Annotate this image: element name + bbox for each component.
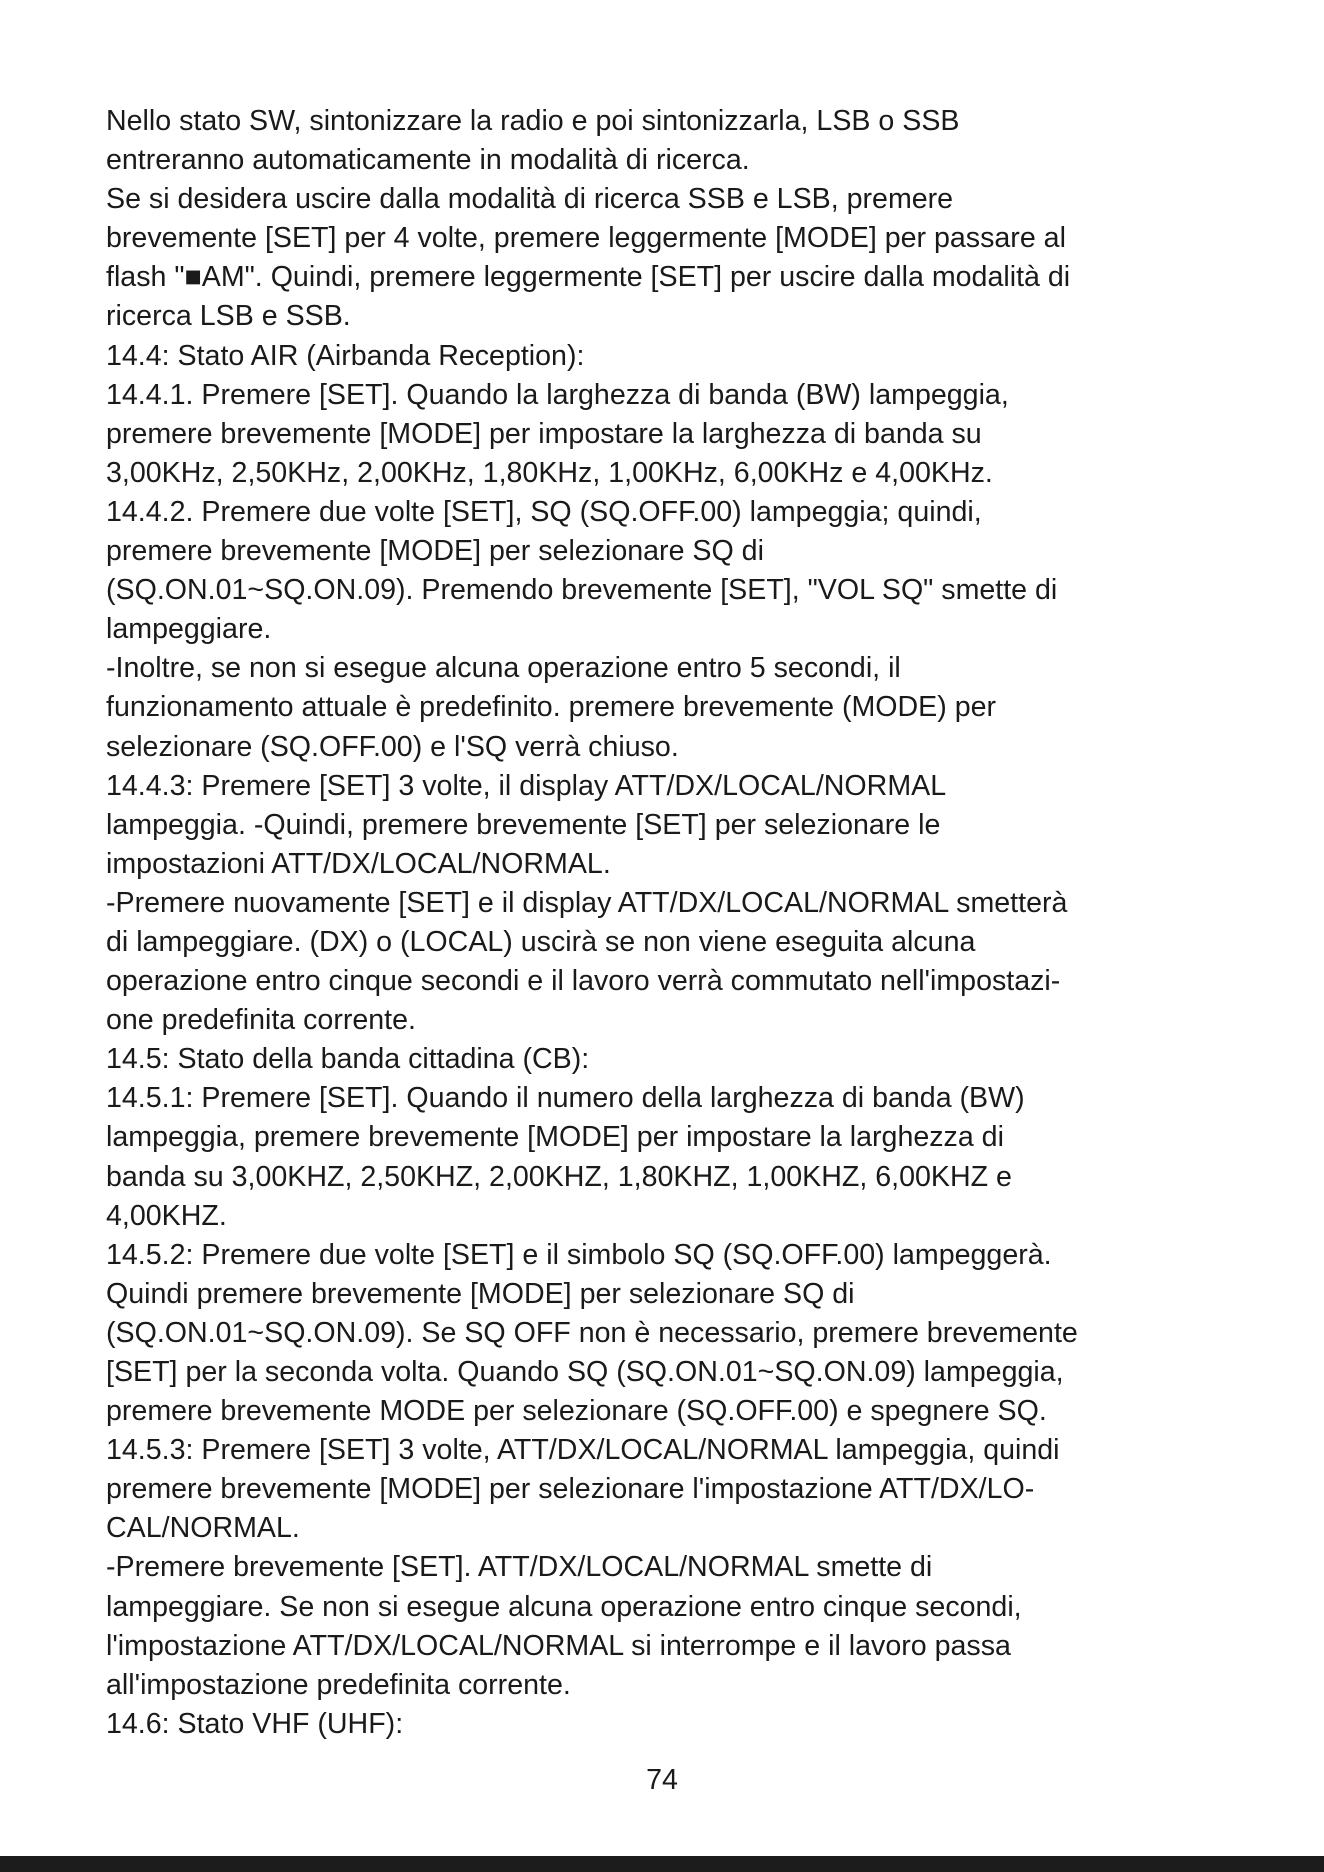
- text-line: lampeggiare.: [106, 613, 272, 646]
- text-line: brevemente [SET] per 4 volte, premere leggermente [MODE] per passare al: [106, 222, 1066, 255]
- text-line: 3,00KHz, 2,50KHz, 2,00KHz, 1,80KHz, 1,00KHz, 6,00KHz e 4,00KHz.: [106, 456, 993, 489]
- text-line: 14.5.3: Premere [SET] 3 volte, ATT/DX/LOCAL/NORMAL lampeggia, quindi: [106, 1434, 1060, 1467]
- text-line: 14.5.2: Premere due volte [SET] e il simbolo SQ (SQ.OFF.00) lampeggerà.: [106, 1238, 1052, 1271]
- text-line: Quindi premere brevemente [MODE] per selezionare SQ di: [106, 1277, 855, 1310]
- text-line: all'impostazione predefinita corrente.: [106, 1668, 571, 1701]
- text-line: premere brevemente [MODE] per selezionare l'impostazione ATT/DX/LO-: [106, 1473, 1035, 1506]
- text-line: impostazioni ATT/DX/LOCAL/NORMAL.: [106, 847, 611, 880]
- text-line: lampeggiare. Se non si esegue alcuna operazione entro cinque secondi,: [106, 1590, 1022, 1623]
- text-line: one predefinita corrente.: [106, 1004, 416, 1037]
- section-heading: 14.4: Stato AIR (Airbanda Reception):: [106, 339, 585, 372]
- text-line: flash "■AM". Quindi, premere leggermente [SET] per uscire dalla modalità di: [106, 261, 1071, 294]
- text-line: operazione entro cinque secondi e il lavoro verrà commutato nell'impostazi-: [106, 965, 1061, 998]
- text-line: Nello stato SW, sintonizzare la radio e poi sintonizzarla, LSB o SSB: [106, 105, 960, 137]
- text-line: 14.4.2. Premere due volte [SET], SQ (SQ.OFF.00) lampeggia; quindi,: [106, 495, 982, 528]
- text-line: Se si desidera uscire dalla modalità di ricerca SSB e LSB, premere: [106, 183, 954, 216]
- text-line: [SET] per la seconda volta. Quando SQ (SQ.ON.01~SQ.ON.09) lampeggia,: [106, 1356, 1064, 1388]
- text-line: -Premere brevemente [SET]. ATT/DX/LOCAL/NORMAL smette di: [106, 1551, 933, 1584]
- text-line: 14.4.3: Premere [SET] 3 volte, il display ATT/DX/LOCAL/NORMAL: [106, 769, 947, 802]
- text-line: entreranno automaticamente in modalità di ricerca.: [106, 144, 750, 177]
- text-line: premere brevemente [MODE] per selezionare SQ di: [106, 535, 764, 568]
- text-line: lampeggia. -Quindi, premere brevemente [SET] per selezionare le: [106, 808, 941, 841]
- text-line: 4,00KHZ.: [106, 1199, 227, 1232]
- text-line: banda su 3,00KHZ, 2,50KHZ, 2,00KHZ, 1,80KHZ, 1,00KHZ, 6,00KHZ e: [106, 1160, 1012, 1193]
- text-line: -Premere nuovamente [SET] e il display ATT/DX/LOCAL/NORMAL smetterà: [106, 886, 1068, 919]
- section-heading: 14.6: Stato VHF (UHF):: [106, 1707, 404, 1740]
- text-line: CAL/NORMAL.: [106, 1512, 300, 1545]
- text-line: 14.4.1. Premere [SET]. Quando la larghezza di banda (BW) lampeggia,: [106, 378, 1009, 411]
- text-line: selezionare (SQ.OFF.00) e l'SQ verrà chiuso.: [106, 730, 679, 763]
- body-text: [106, 102, 1236, 1744]
- text-line: -Inoltre, se non si esegue alcuna operazione entro 5 secondi, il: [106, 652, 901, 685]
- text-line: premere brevemente [MODE] per impostare la larghezza di banda su: [106, 417, 982, 450]
- text-line: funzionamento attuale è predefinito. premere brevemente (MODE) per: [106, 691, 997, 724]
- section-heading: 14.5: Stato della banda cittadina (CB):: [106, 1043, 590, 1076]
- page-number: 74: [646, 1764, 678, 1796]
- text-line: (SQ.ON.01~SQ.ON.09). Premendo brevemente [SET], "VOL SQ" smette di: [106, 574, 1058, 607]
- text-line: l'impostazione ATT/DX/LOCAL/NORMAL si interrompe e il lavoro passa: [106, 1629, 1011, 1662]
- bottom-edge-bar: [0, 1856, 1324, 1872]
- text-line: ricerca LSB e SSB.: [106, 300, 351, 333]
- text-line: lampeggia, premere brevemente [MODE] per impostare la larghezza di: [106, 1121, 1004, 1154]
- text-line: 14.5.1: Premere [SET]. Quando il numero della larghezza di banda (BW): [106, 1082, 1025, 1115]
- text-line: di lampeggiare. (DX) o (LOCAL) uscirà se non viene eseguita alcuna: [106, 925, 976, 958]
- text-line: (SQ.ON.01~SQ.ON.09). Se SQ OFF non è necessario, premere brevemente: [106, 1316, 1078, 1349]
- text-line: premere brevemente MODE per selezionare (SQ.OFF.00) e spegnere SQ.: [106, 1395, 1047, 1428]
